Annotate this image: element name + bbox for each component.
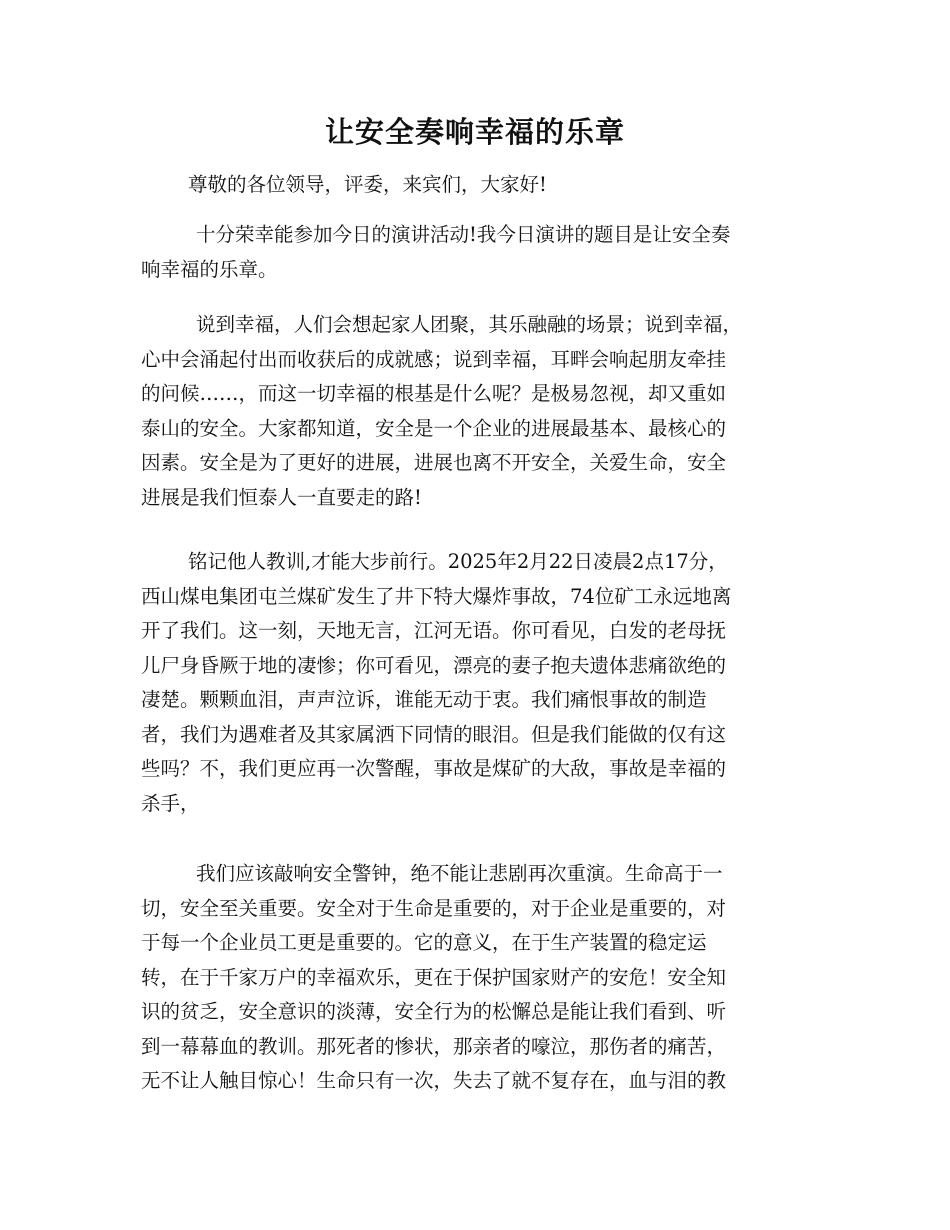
paragraph-line: 的问候……，而这一切幸福的根基是什么呢？是极易忽视，却又重如	[141, 382, 727, 405]
paragraph-happiness	[141, 308, 801, 515]
paragraph-line: 转，在于千家万户的幸福欢乐，更在于保护国家财产的安危！安全知	[141, 965, 727, 989]
paragraph-line: 识的贫乏，安全意识的淡薄，安全行为的松懈总是能让我们看到、听	[141, 1000, 727, 1023]
paragraph-line: 儿尸身昏厥于地的凄惨；你可看见，漂亮的妻子抱夫遗体悲痛欲绝的	[141, 653, 727, 677]
paragraph-line: 心中会涌起付出而收获后的成就感；说到幸福，耳畔会响起朋友牵挂	[141, 347, 727, 371]
paragraph-line: 尊敬的各位领导，评委，来宾们，大家好!	[188, 173, 547, 196]
paragraph-line: 切，安全至关重要。安全对于生命是重要的，对于企业是重要的，对	[141, 896, 727, 920]
paragraph-line: 我们应该敲响安全警钟，绝不能让悲剧再次重演。生命高于一	[196, 862, 723, 885]
paragraph-warning	[141, 857, 801, 1099]
paragraph-line: 十分荣幸能参加今日的演讲活动!我今日演讲的题目是让安全奏	[196, 223, 731, 246]
paragraph-line: 些吗？不，我们更应再一次警醒，事故是煤矿的大敌，事故是幸福的	[141, 757, 727, 780]
paragraph-line: 杀手，	[141, 791, 200, 815]
paragraph-accident	[141, 545, 801, 821]
paragraph-line: 铭记他人教训,才能大步前行。2025年2月22日凌晨2点17分，	[188, 550, 728, 573]
paragraph-line: 凄楚。颗颗血泪，声声泣诉，谁能无动于衷。我们痛恨事故的制造	[141, 688, 707, 711]
paragraph-line: 说到幸福，人们会想起家人团聚，其乐融融的场景；说到幸福，	[196, 313, 743, 336]
paragraph-line: 西山煤电集团屯兰煤矿发生了井下特大爆炸事故，74位矿工永远地离	[141, 584, 732, 608]
paragraph-line: 响幸福的乐章。	[141, 257, 278, 281]
paragraph-line: 无不让人触目惊心！生命只有一次，失去了就不复存在，血与泪的教	[141, 1069, 727, 1092]
paragraph-line: 者，我们为遇难者及其家属洒下同情的眼泪。但是我们能做的仅有这	[141, 722, 727, 746]
paragraph-line: 因素。安全是为了更好的进展，进展也离不开安全，关爱生命，安全	[141, 451, 727, 474]
paragraph-line: 于每一个企业员工更是重要的。它的意义，在于生产装置的稳定运	[141, 931, 707, 954]
paragraph-line: 开了我们。这一刻，天地无言，江河无语。你可看见，白发的老母抚	[141, 619, 727, 642]
paragraph-greeting	[141, 168, 801, 203]
paragraph-line: 到一幕幕血的教训。那死者的惨状，那亲者的嚎泣，那伤者的痛苦，	[141, 1034, 727, 1058]
paragraph-line: 进展是我们恒泰人一直要走的路!	[141, 485, 422, 509]
document-title: 让安全奏响幸福的乐章	[324, 115, 625, 149]
paragraph-intro	[141, 218, 801, 287]
paragraph-line: 泰山的安全。大家都知道，安全是一个企业的进展最基本、最核心的	[141, 416, 727, 440]
